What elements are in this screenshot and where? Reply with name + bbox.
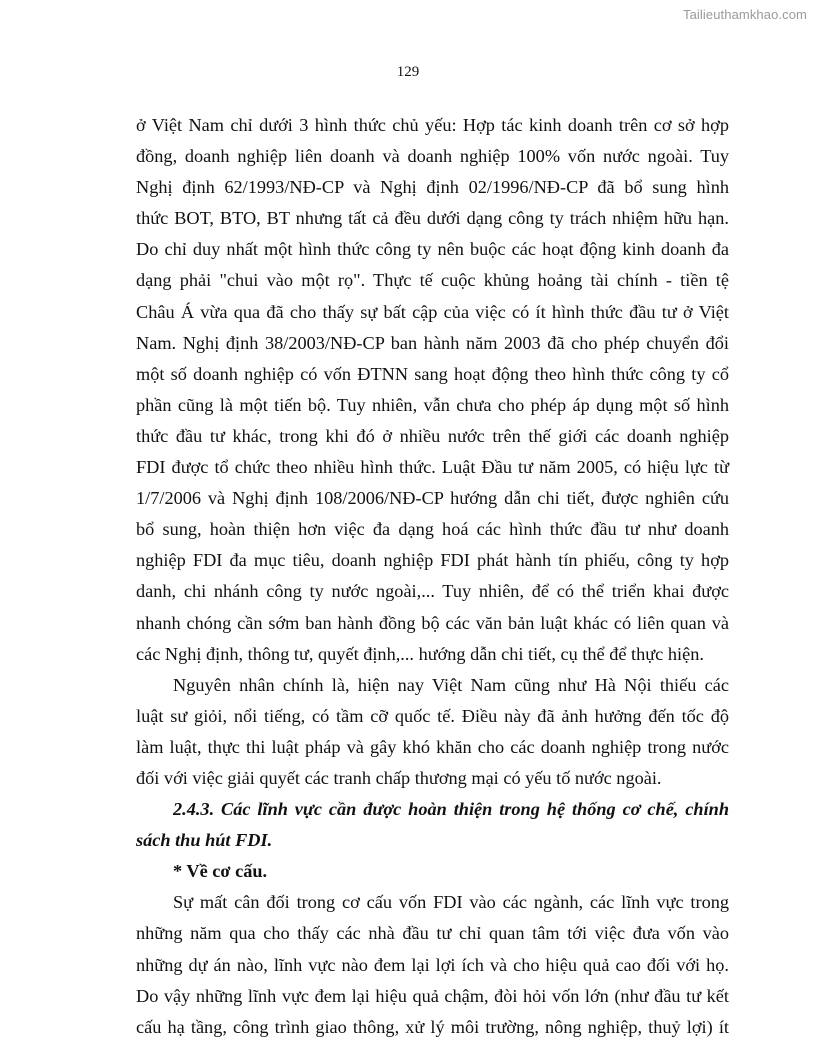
text-line: Nghị định 62/1993/NĐ-CP và Nghị định 02/1996/NĐ-CP đã bổ sung hình xyxy=(136,177,729,198)
text-line: Do chỉ duy nhất một hình thức công ty nên buộc các hoạt động kinh doanh đa xyxy=(136,239,729,260)
text-line: 1/7/2006 và Nghị định 108/2006/NĐ-CP hướng dẫn chi tiết, được nghiên cứu xyxy=(136,488,729,509)
text-line: Châu Á vừa qua đã cho thấy sự bất cập của việc có ít hình thức đầu tư ở Việt xyxy=(136,301,729,322)
text-line: phần cũng là một tiến bộ. Tuy nhiên, vẫn chưa cho phép áp dụng một số hình xyxy=(136,394,729,415)
section-heading: 2.4.3. Các lĩnh vực cần được hoàn thiện trong hệ thống cơ chế, chính xyxy=(173,799,729,820)
text-line: Nam. Nghị định 38/2003/NĐ-CP ban hành năm 2003 đã cho phép chuyển đổi xyxy=(136,332,729,353)
text-line: cấu hạ tầng, công trình giao thông, xử lý môi trường, nông nghiệp, thuỷ lợi) ít xyxy=(136,1016,729,1037)
text-line: FDI được tổ chức theo nhiều hình thức. Luật Đầu tư năm 2005, có hiệu lực từ xyxy=(136,457,729,478)
text-line: những dự án nào, lĩnh vực nào đem lại lợi ích và cho hiệu quả cao đối với họ. xyxy=(136,954,729,975)
text-line: những năm qua cho thấy các nhà đầu tư chỉ quan tâm tới việc đưa vốn vào xyxy=(136,923,729,944)
text-line: nghiệp FDI đa mục tiêu, doanh nghiệp FDI phát hành tín phiếu, công ty hợp xyxy=(136,550,729,571)
subheading: * Về cơ cấu. xyxy=(173,861,268,882)
text-line: thức đầu tư khác, trong khi đó ở nhiều nước trên thế giới các doanh nghiệp xyxy=(136,425,729,446)
watermark: Tailieuthamkhao.com xyxy=(682,7,807,22)
text-line: bổ sung, hoàn thiện hơn việc đa dạng hoá các hình thức đầu tư như doanh xyxy=(136,519,729,540)
text-line: Do vậy những lĩnh vực đem lại hiệu quả chậm, đòi hỏi vốn lớn (như đầu tư kết xyxy=(136,985,729,1006)
text-line: luật sư giỏi, nổi tiếng, có tầm cỡ quốc tế. Điều này đã ảnh hưởng đến tốc độ xyxy=(136,705,729,726)
paragraph-start-line: Nguyên nhân chính là, hiện nay Việt Nam cũng như Hà Nội thiếu các xyxy=(173,674,729,695)
text-line: dạng phải "chui vào một rọ". Thực tế cuộc khủng hoảng tài chính - tiền tệ xyxy=(136,270,729,291)
text-line: danh, chi nhánh công ty nước ngoài,... Tuy nhiên, để có thể triển khai được xyxy=(136,581,729,602)
text-line: một số doanh nghiệp có vốn ĐTNN sang hoạt động theo hình thức công ty cổ xyxy=(136,363,729,384)
text-line: đồng, doanh nghiệp liên doanh và doanh nghiệp 100% vốn nước ngoài. Tuy xyxy=(136,146,729,167)
paragraph-start-line: Sự mất cân đối trong cơ cấu vốn FDI vào các ngành, các lĩnh vực trong xyxy=(173,892,729,913)
text-line: thức BOT, BTO, BT nhưng tất cả đều dưới dạng công ty trách nhiệm hữu hạn. xyxy=(136,208,729,229)
text-line: nhanh chóng cần sớm ban hành đồng bộ các văn bản luật khác có liên quan và xyxy=(136,612,729,633)
page-number: 129 xyxy=(396,64,420,80)
document-body xyxy=(136,110,729,1043)
text-line-last: đối với việc giải quyết các tranh chấp thương mại có yếu tố nước ngoài. xyxy=(136,767,662,788)
section-heading-continued: sách thu hút FDI. xyxy=(136,830,273,851)
text-line-last: các Nghị định, thông tư, quyết định,... hướng dẫn chi tiết, cụ thể để thực hiện. xyxy=(136,643,704,664)
text-line: ở Việt Nam chỉ dưới 3 hình thức chủ yếu: Hợp tác kinh doanh trên cơ sở hợp xyxy=(136,115,729,135)
text-line: làm luật, thực thi luật pháp và gây khó khăn cho các doanh nghiệp trong nước xyxy=(136,736,729,757)
